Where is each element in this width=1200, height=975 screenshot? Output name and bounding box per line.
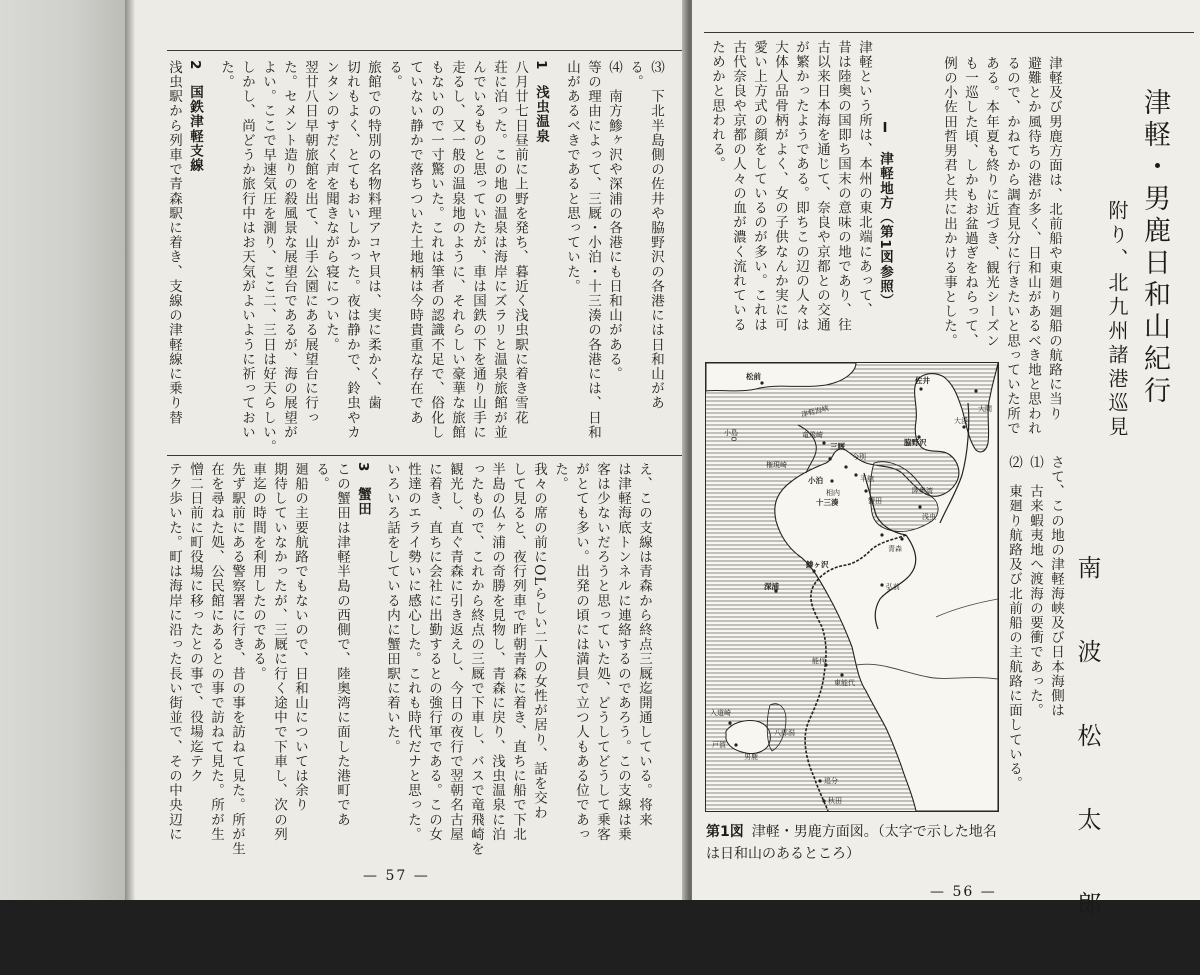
text-line: 先ず駅前にある警察署に行き、昔の事を訪ねて見た。所が生 [229, 462, 245, 857]
map-label: 浅虫 [922, 513, 936, 521]
text-line: 古代奈良や京都の人々の血が濃く流れている [730, 40, 746, 332]
section-heading: 1 浅虫温泉 [533, 60, 549, 144]
text-line: よい。ここで早速気圧を測り、ここ二、三日は好天らしい。 [260, 60, 276, 455]
text-line: は津軽海底トンネルに連絡するのであろう。この支線は乗 [615, 462, 631, 842]
map-label: 佐井 [915, 376, 930, 385]
map-label: 権現崎 [766, 461, 787, 469]
text-line: 八月廿七日昼前に上野を発ち、暮近く浅虫駅に着き雪花 [512, 60, 528, 425]
map-label: 青森 [888, 545, 902, 553]
text-line: ためかと思われる。 [709, 40, 725, 172]
text-line: 山があるべきであると思っていた。 [564, 60, 580, 294]
map-label: 大間 [978, 405, 992, 413]
mid-rule [167, 455, 682, 456]
text-line: ⑷ 南方鯵ヶ沢や深浦の各港にも日和山がある。 [606, 60, 622, 382]
text-line: いろいろ話をしている内に蟹田駅に着いた。 [384, 462, 400, 754]
page-number: — 56 — [930, 884, 997, 900]
author-name: 南波松太郎 [1073, 555, 1101, 975]
map-label: 津軽海峡 [800, 404, 830, 419]
text-line: 走るし、又一般の温泉地のように、それらしい豪華な旅館 [449, 60, 465, 440]
map-label: 入道崎 [710, 709, 731, 717]
top-rule [167, 50, 682, 51]
text-line: ⑶ 下北半島側の佐井や脇野沢の各港には日和山があ [648, 60, 664, 411]
text-line: ⑴ 古来蝦夷地へ渡海の要衝であった。 [1027, 455, 1043, 718]
caption-line: は日和山のあるところ） [706, 846, 860, 862]
text-line: も一巡した頃、しかもお盆過ぎをねらって、 [962, 56, 978, 348]
text-line: 性達のエライ勢いに感心した。これも時代だナと思った。 [405, 462, 421, 842]
map-label: 東能代 [834, 679, 855, 687]
figure-label: 第1図 [706, 824, 744, 840]
text-line: 翌廿八日早朝旅館を出て、山手公園にある展望台に行っ [302, 60, 318, 425]
text-line: 我々の席の前にOLらしい二人の女性が居り、話を交わ [531, 462, 547, 821]
map-label: 蟹田 [868, 497, 882, 505]
text-line: るので、かねてから調査見分に行きたいと思っていた所で [1004, 56, 1020, 436]
text-line: た。 [218, 60, 234, 90]
section-heading: 2 国鉄津軽支線 [187, 60, 203, 173]
section-heading: Ⅰ 津軽地方（第1図参照） [877, 120, 893, 309]
map-label: 松前 [746, 372, 761, 381]
left-margin-strip [0, 0, 125, 900]
text-line: る。 [313, 462, 329, 492]
text-line: ていない静かで落ちついた土地柄は今時貴重な存在であ [407, 60, 423, 425]
map-figure [705, 362, 999, 812]
map-label: 大湊 [954, 417, 968, 425]
map-label: 十三湊 [816, 498, 839, 507]
text-line: 切れもよく、とてもおいしかった。夜は静かで、鈴虫やカ [344, 60, 360, 440]
text-line: 廻船の主要航路でもないので、日和山については余り [292, 462, 308, 813]
top-rule [704, 32, 1194, 33]
text-line: しかし、尚どうか旅行中はお天気がよいように祈っておい [239, 60, 255, 440]
map-label: 陸奥湾 [912, 487, 933, 495]
text-line: 観光し、直ぐ青森に引き返えし、今日の夜行で翌朝名古屋 [447, 462, 463, 842]
notes-list [1003, 455, 1066, 855]
text-line: もないので一寸驚いた。これは筆者の認識不足で、俗化し [428, 60, 444, 440]
left-lower-text [163, 462, 654, 857]
text-line: がとても多い。出発の頃には満員で立つ人もある位であっ [573, 462, 589, 842]
page-edge [125, 0, 135, 900]
page-number: — 57 — [363, 868, 430, 884]
text-line: 浅虫駅から列車で青森駅に着き、支線の津軽線に乗り替 [166, 60, 182, 425]
text-line: ある。本年夏も終りに近づき、観光シーズン [983, 56, 999, 348]
text-line: 昔は陸奥の国即ち国末の意味の地であり、往 [835, 40, 851, 332]
text-line: 車迄の時間を利用したのである。 [250, 462, 266, 681]
text-line: さて、この地の津軽海峡及び日本海側は [1048, 455, 1064, 718]
text-line: た。セメント造りの殺風景な展望台であるが、海の展望が [281, 60, 297, 440]
map-label: 三厩 [830, 442, 845, 451]
map-label: 鯵ヶ沢 [806, 560, 829, 569]
text-line: して見ると、夜行列車で昨朝青森に着き、直ちに船で下北 [510, 462, 526, 842]
text-line: 半島の仏ヶ浦の奇勝を見物し、青森に戻り、浅虫温泉に泊 [489, 462, 505, 842]
map-label: 八郎潟 [774, 729, 795, 737]
section-heading: 3 蟹田 [355, 462, 371, 517]
text-line: 津軽及び男鹿方面は、北前船や東廻り廻船の航路に当り [1046, 56, 1062, 421]
text-line: 旅館での特別の名物料理アコヤ貝は、実に柔かく、歯 [365, 60, 381, 411]
text-line: 津軽という所は、本州の東北端にあって、 [856, 40, 872, 318]
text-line: テク歩いた。町は海岸に沿った長い街並で、その中央辺に [166, 462, 182, 842]
map-label: 男鹿 [744, 753, 758, 761]
text-line: に着き、直ちに会社に出勤するとの強行軍である。この女 [426, 462, 442, 842]
left-upper-text [163, 60, 666, 455]
text-line: 愛い上方式の顔をしているのが多い。これは [751, 40, 767, 332]
map-label: 相内 [826, 489, 840, 497]
map-label: 脇野沢 [904, 438, 927, 447]
text-line: が繁かったようである。即ちこの辺の人々は [793, 40, 809, 332]
map-label: 深浦 [764, 582, 779, 591]
map-label: 戸賀 [712, 741, 726, 749]
article-subtitle: 附り、北九州諸港巡見 [1105, 200, 1129, 440]
map-label: 平舘 [860, 475, 874, 483]
text-line: る。 [627, 60, 643, 90]
text-line: え、この支線は青森から終点三厩迄開通している。将来 [636, 462, 652, 827]
map-label: 弘前 [886, 583, 900, 591]
map-label: 小泊 [808, 476, 823, 485]
left-page [135, 0, 688, 900]
text-line: 避難とか風待ちの港が多く、日和山があるべき地と思われ [1025, 56, 1041, 436]
caption-line: 津軽・男鹿方面図。（太字で示した地名 [751, 824, 997, 840]
map-label: 今別 [852, 453, 866, 461]
text-line: 大体人品骨柄がよく、女の子供なんか実に可 [772, 40, 788, 332]
text-line: 期待していなかったが、三厩に行く途中で下車し、次の列 [271, 462, 287, 842]
text-line: 等の理由によって、三厩・小泊・十三湊の各港には、日和 [585, 60, 601, 440]
text-line: んでいるものと思っていたが、車は国鉄の下を通り山手に [470, 60, 486, 440]
map-label: 能代 [812, 657, 826, 665]
text-line: 古以来日本海を通じて、奈良や京都との交通 [814, 40, 830, 332]
text-line: この蟹田は津軽半島の西側で、陸奥湾に面した港町であ [334, 462, 350, 827]
text-line: 客は少ないだろうと思っていた処、どうしてどうして乗客 [594, 462, 610, 842]
text-line: る。 [386, 60, 402, 90]
text-line: 例の小佐田哲男君と共に出かける事とした。 [941, 56, 957, 348]
text-line: ったもので、これから終点の三厩で下車し、バスで竜飛崎を [468, 462, 484, 857]
island [732, 437, 736, 440]
section-tsugaru [706, 40, 895, 340]
text-line: 憎二日前に町役場に移ったとの事で、役場迄テク [187, 462, 203, 784]
text-line: 荘に泊った。この地の温泉は海岸にズラリと温泉旅館が並 [491, 60, 507, 440]
text-line: ⑵ 東廻り航路及び北前船の主航路に面している。 [1006, 455, 1022, 791]
oga-peninsula [726, 720, 770, 753]
map-label: 竜飛崎 [802, 431, 823, 439]
text-line: 在を尋ねた処、公民館にあるとの事で訪ねて見た。所が生 [208, 462, 224, 842]
map-label: 秋田 [828, 797, 842, 805]
map-label: 追分 [824, 777, 838, 785]
text-line: ンタンのすだく声を聞きながら寝についた。 [323, 60, 339, 352]
article-title: 津軽・男鹿日和山紀行 [1139, 88, 1170, 408]
figure-caption [706, 821, 1006, 865]
text-line: た。 [552, 462, 568, 492]
tsugaru-oga-map [706, 363, 998, 811]
map-label: 小島 [724, 429, 738, 437]
